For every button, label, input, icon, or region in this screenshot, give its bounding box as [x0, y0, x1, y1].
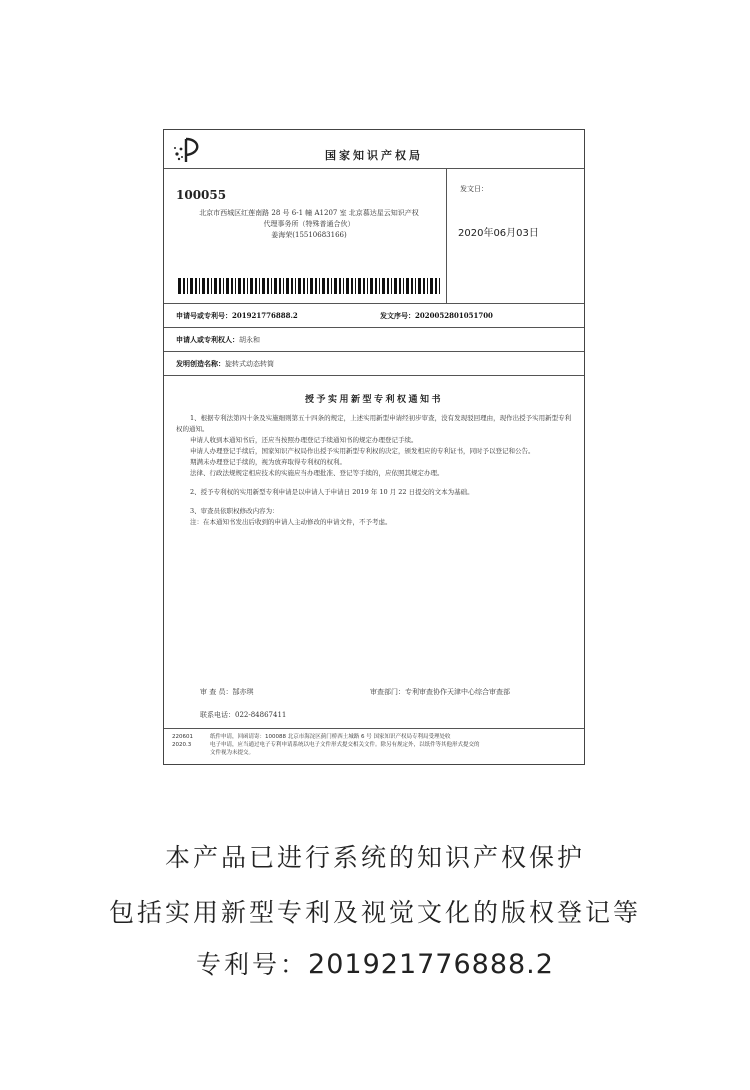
- notice-paragraph: 1、根据专利法第四十条及实施细则第五十四条的规定，上述实用新型申请经初步审查，没有发现驳回理由，现作出授予实用新型专利权的通知。: [176, 414, 572, 433]
- examiner-field: [200, 687, 253, 697]
- patent-notice-document: [163, 129, 585, 765]
- phone-label: 联系电话：: [200, 711, 235, 719]
- caption-line-3: [0, 945, 750, 981]
- notice-title: 授予实用新型专利权通知书: [304, 395, 443, 405]
- barcode-icon: [178, 278, 440, 294]
- issue-date: 2020年06月03日: [458, 228, 539, 239]
- recipient-address-line: 姜海荣(15510683166): [271, 231, 347, 239]
- department-label: 审查部门：: [370, 688, 405, 696]
- issue-date-label: 发文日：: [460, 185, 488, 193]
- application-number-field: [176, 311, 298, 321]
- notice-paragraph: 2、授予专利权的实用新型专利申请是以申请人于申请日 2019 年 10 月 22 日提交的文本为基础。: [190, 488, 474, 496]
- notice-paragraph: 3、审查员依职权修改内容为：: [190, 507, 279, 515]
- department-field: [370, 687, 510, 697]
- dispatch-number-label: 发文序号：: [380, 311, 415, 320]
- application-number-label: 申请号或专利号：: [176, 311, 232, 320]
- phone-number: 022-84867411: [235, 711, 287, 719]
- form-date: 2020.3: [172, 742, 192, 748]
- footer-note: [210, 733, 582, 757]
- examiner-label: 审 查 员：: [200, 688, 233, 696]
- examiner-name: 郜亦琪: [232, 688, 254, 696]
- divider: [164, 728, 584, 729]
- invention-name: 旋转式动态转筒: [225, 360, 274, 368]
- applicant-field: [176, 335, 260, 345]
- application-number: 201921776888.2: [232, 311, 298, 320]
- divider: [164, 351, 584, 352]
- caption-line-1: 本产品已进行系统的知识产权保护: [164, 843, 585, 872]
- footer-line: 纸件申请，回函请寄：100088 北京市海淀区蓟门桥西土城路 6 号 国家知识产权局专利局受理处收: [210, 734, 451, 740]
- divider: [164, 303, 584, 304]
- notice-body: [176, 413, 574, 528]
- recipient-address-line: 代理事务所（特殊普通合伙）: [263, 220, 355, 228]
- footer-line: 文件视为未提交。: [210, 750, 255, 756]
- office-name: 国家知识产权局: [325, 149, 423, 162]
- footer-line: 电子申请，应当通过电子专利申请系统以电子文件形式提交相关文件。除另有规定外，以纸件等其他形式提交的: [210, 742, 480, 748]
- invention-field: [176, 359, 274, 369]
- notice-paragraph: 法律、行政法规规定相应技术的实施应当办理批准、登记等手续的，应依照其规定办理。: [190, 469, 444, 477]
- notice-paragraph: 申请人办理登记手续后，国家知识产权局作出授予实用新型专利权的决定，颁发相应的专利证书，同时予以登记和公告。: [190, 447, 535, 455]
- divider: [446, 168, 447, 303]
- notice-paragraph: 注：在本通知书发出后收到的申请人主动修改的申请文件，不予考虑。: [190, 518, 392, 526]
- recipient-address-line: 北京市西城区红莲南路 28 号 6-1 幢 A1207 室 北京慕达星云知识产权: [199, 209, 419, 217]
- divider: [164, 327, 584, 328]
- patent-number: 201921776888.2: [308, 949, 554, 980]
- department-name: 专利审查协作天津中心综合审查部: [405, 688, 510, 696]
- invention-label: 发明创造名称：: [176, 359, 225, 368]
- form-code: 220601: [172, 734, 193, 740]
- divider: [164, 168, 584, 169]
- notice-paragraph: 申请人收到本通知书后，还应当按照办理登记手续通知书的规定办理登记手续。: [190, 436, 418, 444]
- applicant-label: 申请人或专利权人：: [176, 335, 239, 344]
- patent-number-label: 专利号：: [196, 950, 309, 979]
- dispatch-number: 2020052801051700: [415, 311, 493, 320]
- caption-line-2: 包括实用新型专利及视觉文化的版权登记等: [108, 898, 641, 927]
- applicant-name: 胡永和: [239, 336, 260, 344]
- notice-paragraph: 期满未办理登记手续的，视为放弃取得专利权的权利。: [190, 458, 346, 466]
- dispatch-number-field: [380, 311, 493, 321]
- divider: [164, 375, 584, 376]
- phone-field: [200, 710, 286, 720]
- recipient-postcode: 100055: [176, 188, 227, 202]
